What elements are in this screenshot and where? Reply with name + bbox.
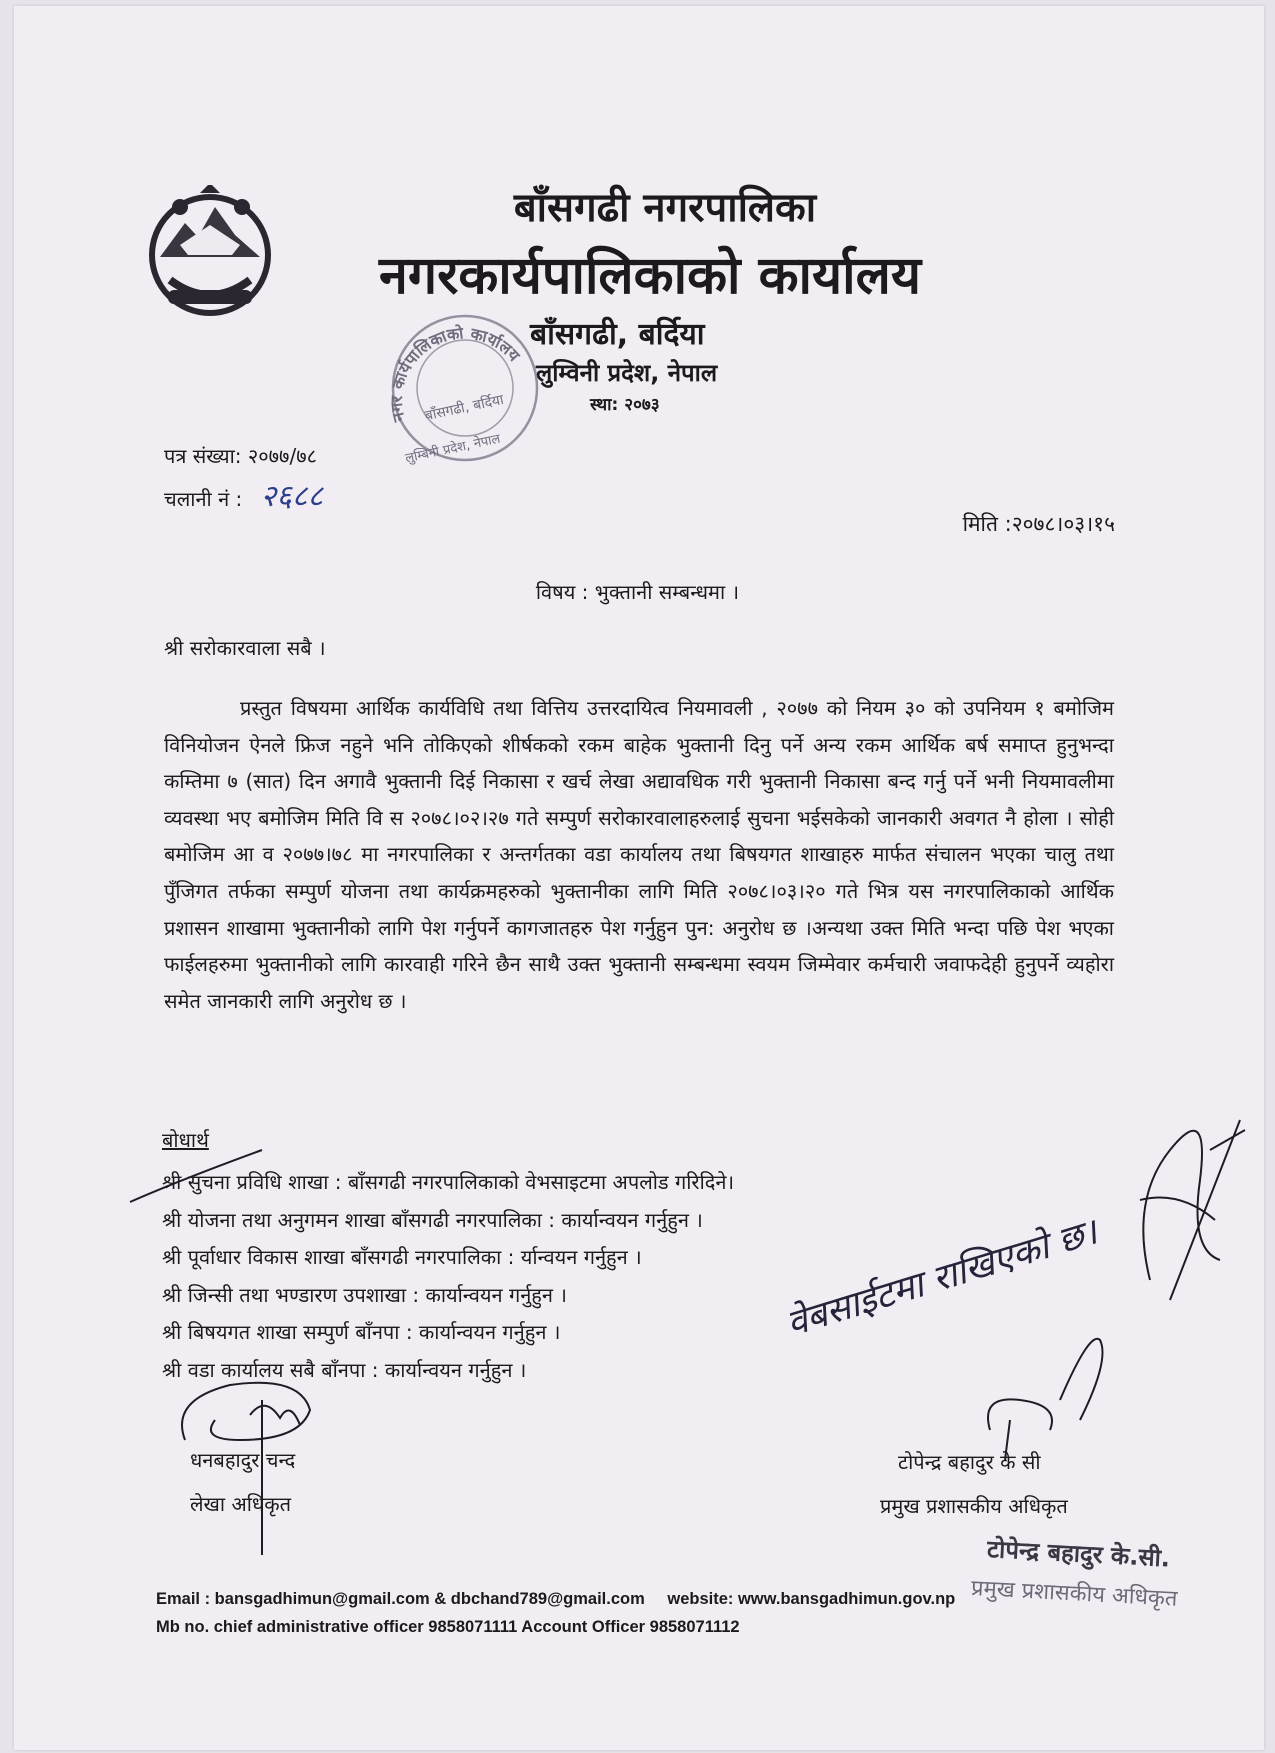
footer-phones: Mb no. chief administrative officer 9858071111 Account Officer 9858071112 bbox=[156, 1618, 740, 1636]
cc-item: श्री जिन्सी तथा भण्डारण उपशाखा : कार्यान्वयन गर्नुहुन । bbox=[162, 1282, 567, 1307]
office-location: बाँसगढी, बर्दिया bbox=[530, 317, 705, 352]
dispatch-label: चलानी नं : bbox=[164, 487, 243, 511]
account-officer-name: धनबहादुर चन्द bbox=[190, 1448, 296, 1472]
cao-stamp-title: प्रमुख प्रशासकीय अधिकृत bbox=[970, 1575, 1179, 1612]
footer-line-1 bbox=[156, 1585, 955, 1613]
dispatch-handwritten-number: २६८८ bbox=[260, 479, 324, 514]
cao-name: टोपेन्द्र बहादुर के सी bbox=[898, 1450, 1041, 1474]
letter-date: मिति :२०७८।०३।१५ bbox=[962, 512, 1115, 536]
municipality-name: बाँसगढी नगरपालिका bbox=[513, 185, 817, 231]
cc-item: श्री वडा कार्यालय सबै बाँनपा : कार्यान्वयन गर्नुहुन । bbox=[162, 1357, 527, 1382]
footer-website: website: www.bansgadhimun.gov.np bbox=[667, 1590, 956, 1608]
cc-heading: बोधार्थ bbox=[162, 1128, 209, 1152]
cc-item: श्री सुचना प्रविधि शाखा : बाँसगढी नगरपालिकाको वेभसाइटमा अपलोड गरिदिने। bbox=[162, 1170, 735, 1194]
office-province: लुम्विनी प्रदेश, नेपाल bbox=[536, 359, 718, 387]
letter-body: प्रस्तुत विषयमा आर्थिक कार्यविधि तथा वित्तिय उत्तरदायित्व नियमावली , २०७७ को नियम ३० को उपनियम १ बमोजिम विनियोजन ऐनले फ्रिज नहुने भनि तोकिएको शीर्षकको रकम बाहेक भुक्तानी दिनु पर्ने अन्य रकम आर्थिक बर्ष समाप्त हुनुभन्दा कम्तिमा ७ (सात) दिन अगावै भुक्तानी दिई निकासा र खर्च लेखा अद्यावधिक गरी भुक्तानी निकासा बन्द गर्नु पर्ने भनी नियमावलीमा व्यवस्था भए बमोजिम मिति वि स २०७८।०२।२७ गते सम्पुर्ण सरोकारवालाहरुलाई सुचना भईसकेको जानकारी अवगत नै होला । सोही बमोजिम आ व २०७७।७८ मा नगरपालिका र अन्तर्गतका वडा कार्यालय तथा बिषयगत शाखाहरु मार्फत संचालन भएका चालु तथा पुँजिगत तर्फका सम्पुर्ण योजना तथा कार्यक्रमहरुको भुक्तानीका लागि मिति २०७८।०३।२० गते भित्र यस नगरपालिकाको आर्थिक प्रशासन शाखामा भुक्तानीको लागि पेश गर्नुपर्ने कागजातहरु पेश गर्नुहुन पुन: अनुरोध छ ।अन्यथा उक्त मिति भन्दा पछि पेश भएका फाईलहरुमा भुक्तानीको लागि कारवाही गरिने छैन साथै उक्त भुक्तानी सम्बन्धमा स्वयम जिम्मेवार कर्मचारी जवाफदेही हुनुपर्ने व्यहोरा समेत जानकारी लागि अनुरोध छ । bbox=[164, 696, 1114, 1013]
established-year: स्था: २०७३ bbox=[590, 395, 660, 415]
letter-salutation: श्री सरोकारवाला सबै । bbox=[164, 636, 326, 660]
account-officer-title: लेखा अधिकृत bbox=[190, 1492, 291, 1516]
cao-title: प्रमुख प्रशासकीय अधिकृत bbox=[880, 1494, 1068, 1518]
seal-center-text: बाँसगढी, बर्दिया bbox=[423, 391, 506, 425]
cc-list bbox=[162, 1164, 734, 1389]
letter-subject: विषय : भुक्तानी सम्बन्धमा । bbox=[535, 580, 740, 604]
office-seal-stamp bbox=[365, 300, 560, 475]
footer-email: Email : bansgadhimun@gmail.com & dbchand789@gmail.com bbox=[156, 1590, 645, 1608]
seal-bottom-text: लुम्बिनी प्रदेश, नेपाल bbox=[404, 431, 502, 467]
footer-contact bbox=[156, 1585, 955, 1641]
cao-stamp-name: टोपेन्द्र बहादुर के.सी. bbox=[986, 1534, 1171, 1573]
seal-arc-text: नगर कार्यपालिकाको कार्यालय bbox=[386, 323, 524, 424]
cc-item: श्री बिषयगत शाखा सम्पुर्ण बाँनपा : कार्यान्वयन गर्नुहुन । bbox=[162, 1320, 561, 1344]
handwritten-uploaded-note: वेबसाईटमा राखिएको छ। bbox=[781, 1211, 1103, 1345]
cc-item: श्री योजना तथा अनुगमन शाखा बाँसगढी नगरपालिका : कार्यान्वयन गर्नुहुन । bbox=[162, 1207, 703, 1232]
nepal-emblem-icon bbox=[140, 185, 280, 320]
office-name: नगरकार्यपालिकाको कार्यालय bbox=[378, 246, 922, 306]
dispatch-number bbox=[164, 474, 323, 515]
letter-number: पत्र संख्या: २०७७/७८ bbox=[164, 444, 317, 468]
cc-item: श्री पूर्वाधार विकास शाखा बाँसगढी नगरपालिका : र्यान्वयन गर्नुहुन । bbox=[162, 1245, 642, 1269]
